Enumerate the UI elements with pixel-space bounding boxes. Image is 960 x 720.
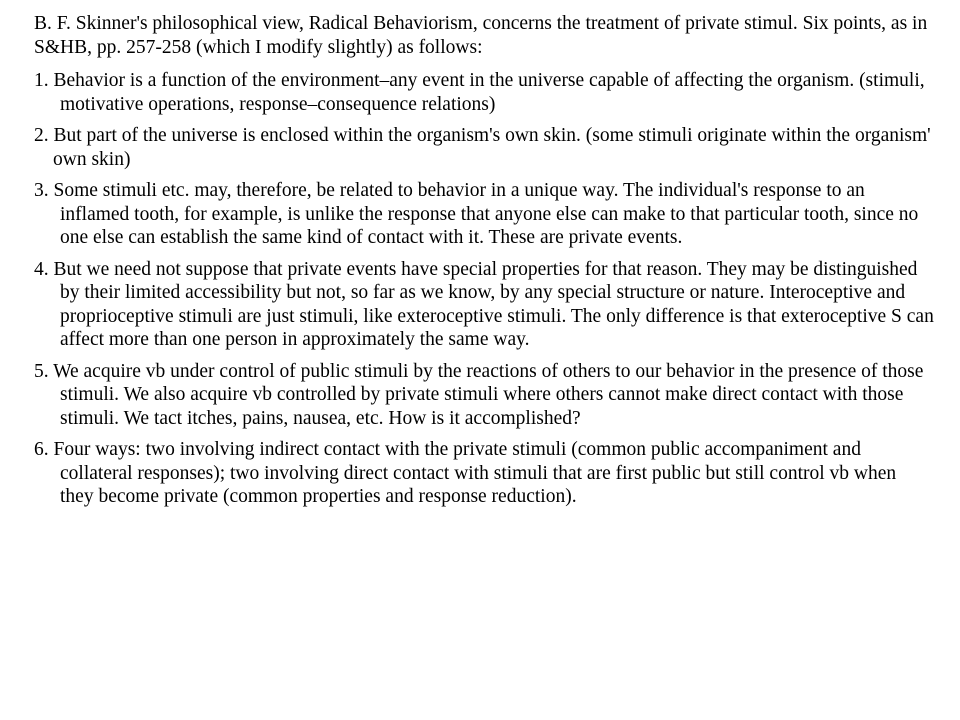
point-4: 4. But we need not suppose that private events have special properties for that reason. They may be distinguished by their limited accessibility but not, so far as we know, by any special structure or nature. Interoceptive and proprioceptive stimuli are just stimuli, like exteroceptive stimuli. The only difference is that exteroceptive S can affect more than one person in approximately the same way.	[34, 258, 934, 350]
point-1: 1. Behavior is a function of the environment–any event in the universe capable of affecting the organism. (stimuli, motivative operations, response–consequence relations)	[34, 70, 925, 115]
slide-body	[34, 12, 934, 517]
intro-paragraph: B. F. Skinner's philosophical view, Radical Behaviorism, concerns the treatment of private stimul. Six points, as in S&HB, pp. 257-258 (which I modify slightly) as follows:	[34, 13, 928, 58]
point-3: 3. Some stimuli etc. may, therefore, be related to behavior in a unique way. The individual's response to an inflamed tooth, for example, is unlike the response that anyone else can make to that particular tooth, since no one else can establish the same kind of contact with it. These are private events.	[34, 180, 919, 248]
point-6: 6. Four ways: two involving indirect contact with the private stimuli (common public accompaniment and collateral responses); two involving direct contact with stimuli that are first public but still control vb when they become private (common properties and response reduction).	[34, 439, 897, 507]
point-2: 2. But part of the universe is enclosed within the organism's own skin. (some stimuli originate within the organism' own skin)	[34, 125, 931, 170]
point-5: 5. We acquire vb under control of public stimuli by the reactions of others to our behavior in the presence of those stimuli. We also acquire vb controlled by private stimuli where others cannot make direct contact with those stimuli. We tact itches, pains, nausea, etc. How is it accomplished?	[34, 360, 924, 429]
